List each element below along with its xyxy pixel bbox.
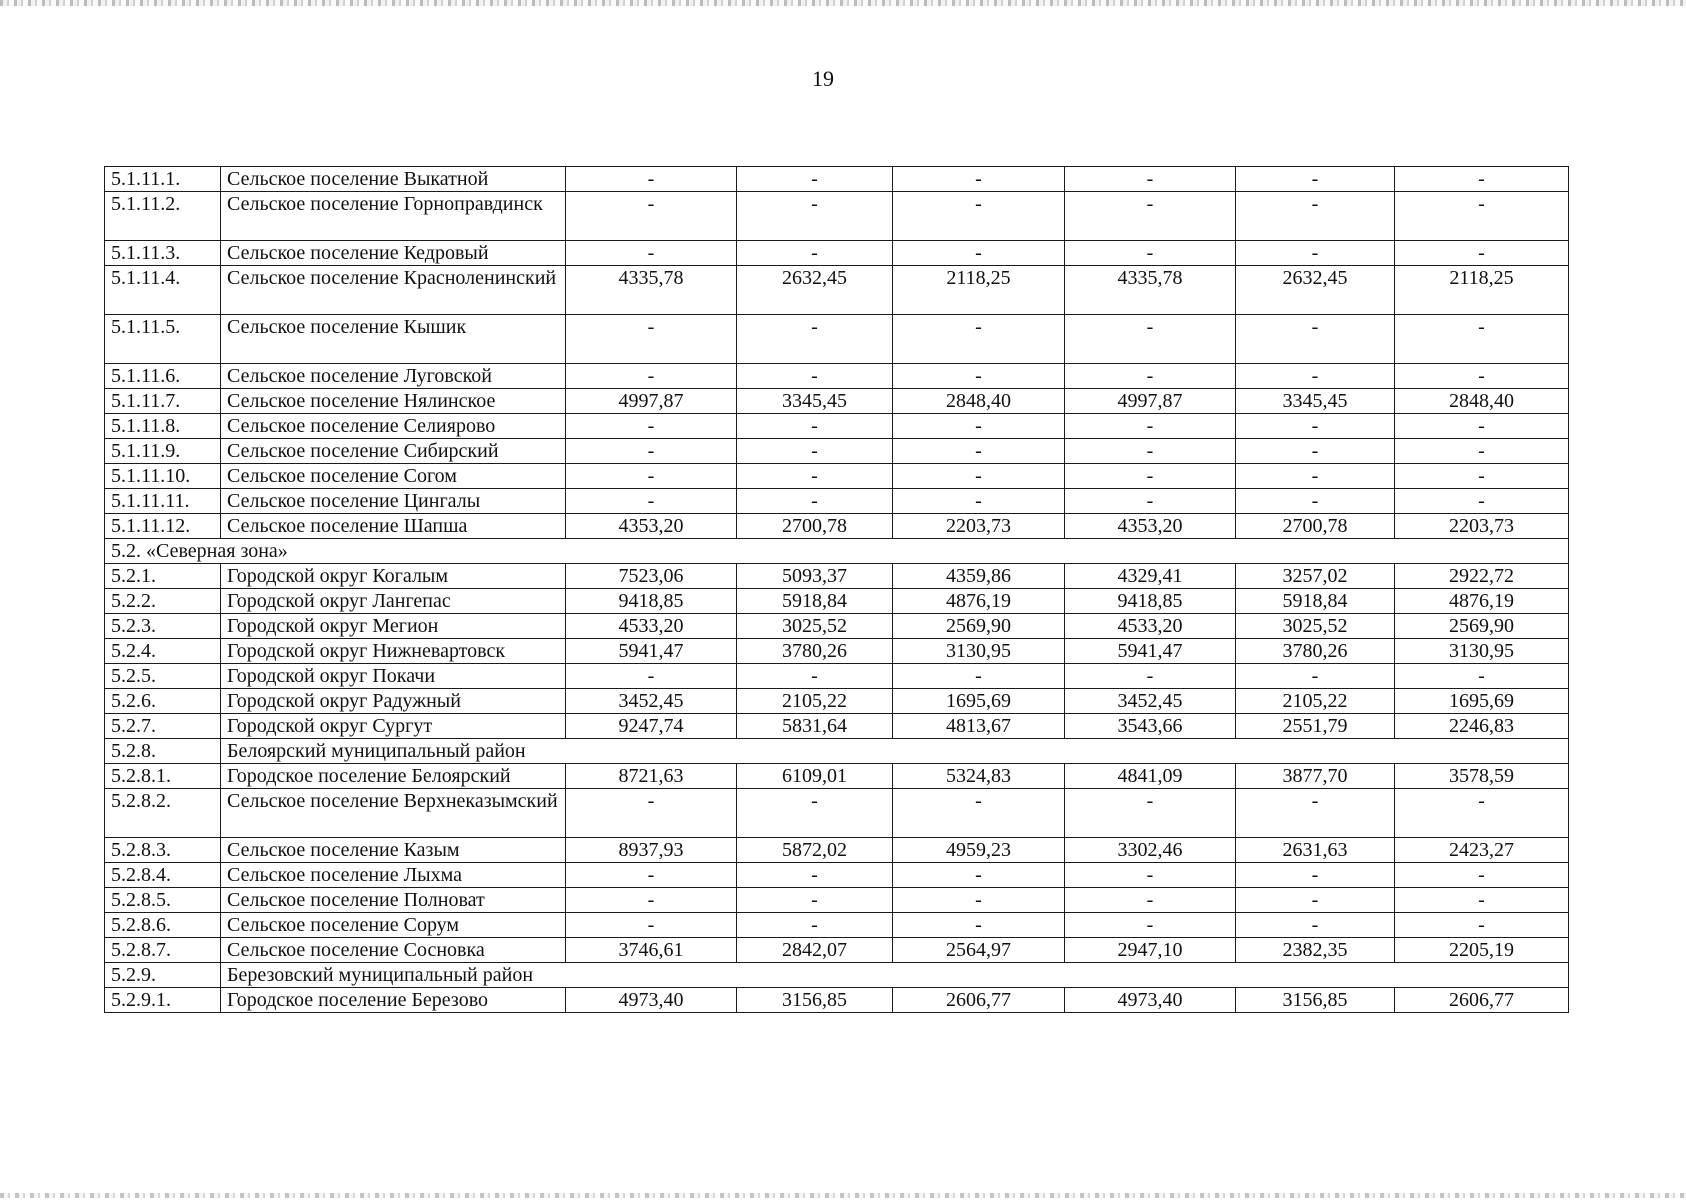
value-cell: - [1065, 439, 1236, 464]
value-cell: 3130,95 [893, 639, 1065, 664]
table-row [105, 439, 1569, 464]
value-cell: - [566, 888, 737, 913]
row-code: 5.1.11.8. [105, 414, 221, 439]
row-code: 5.1.11.6. [105, 364, 221, 389]
value-cell: 4876,19 [1395, 589, 1569, 614]
table-row [105, 863, 1569, 888]
table-row [105, 167, 1569, 192]
value-cell: 4841,09 [1065, 764, 1236, 789]
value-cell: 2118,25 [1395, 266, 1569, 315]
value-cell: 2700,78 [1236, 514, 1395, 539]
value-cell: 3025,52 [737, 614, 893, 639]
table-row [105, 614, 1569, 639]
value-cell: - [1236, 167, 1395, 192]
value-cell: - [566, 414, 737, 439]
value-cell: - [1395, 664, 1569, 689]
value-cell: - [566, 489, 737, 514]
value-cell: 4973,40 [566, 988, 737, 1013]
settlement-name: Сельское поселение Цингалы [221, 489, 566, 514]
value-cell: 2569,90 [893, 614, 1065, 639]
table-row [105, 913, 1569, 938]
row-code: 5.2.8.4. [105, 863, 221, 888]
value-cell: 4353,20 [1065, 514, 1236, 539]
value-cell: - [737, 888, 893, 913]
value-cell: - [1065, 167, 1236, 192]
settlement-name: Городской округ Когалым [221, 564, 566, 589]
value-cell: 2569,90 [1395, 614, 1569, 639]
settlement-name: Сельское поселение Сосновка [221, 938, 566, 963]
row-code: 5.1.11.1. [105, 167, 221, 192]
value-cell: - [1236, 888, 1395, 913]
value-cell: 3345,45 [1236, 389, 1395, 414]
row-code: 5.1.11.12. [105, 514, 221, 539]
value-cell: - [737, 315, 893, 364]
value-cell: 8937,93 [566, 838, 737, 863]
value-cell: - [737, 789, 893, 838]
table-row [105, 938, 1569, 963]
row-code: 5.2.8.1. [105, 764, 221, 789]
value-cell: - [893, 789, 1065, 838]
value-cell: - [1395, 315, 1569, 364]
value-cell: - [566, 789, 737, 838]
value-cell: - [1395, 241, 1569, 266]
row-code: 5.2.9.1. [105, 988, 221, 1013]
value-cell: - [1065, 241, 1236, 266]
value-cell: - [893, 664, 1065, 689]
value-cell: - [737, 241, 893, 266]
row-code: 5.2.8.7. [105, 938, 221, 963]
value-cell: - [1236, 192, 1395, 241]
value-cell: - [1065, 789, 1236, 838]
value-cell: - [893, 489, 1065, 514]
table-row [105, 789, 1569, 838]
value-cell: 5918,84 [737, 589, 893, 614]
table-row [105, 464, 1569, 489]
settlement-name: Сельское поселение Согом [221, 464, 566, 489]
value-cell: - [737, 489, 893, 514]
value-cell: - [1236, 414, 1395, 439]
value-cell: - [566, 192, 737, 241]
value-cell: 2631,63 [1236, 838, 1395, 863]
value-cell: 3780,26 [737, 639, 893, 664]
value-cell: 3130,95 [1395, 639, 1569, 664]
value-cell: - [893, 414, 1065, 439]
table-row [105, 714, 1569, 739]
value-cell: - [737, 863, 893, 888]
settlement-name: Городское поселение Белоярский [221, 764, 566, 789]
value-cell: - [737, 167, 893, 192]
value-cell: - [1395, 888, 1569, 913]
value-cell: - [1395, 364, 1569, 389]
value-cell: 5941,47 [1065, 639, 1236, 664]
value-cell: 3877,70 [1236, 764, 1395, 789]
value-cell: 2848,40 [893, 389, 1065, 414]
settlement-name: Сельское поселение Кышик [221, 315, 566, 364]
row-code: 5.2.2. [105, 589, 221, 614]
row-code: 5.2.5. [105, 664, 221, 689]
value-cell: 2632,45 [1236, 266, 1395, 315]
value-cell: - [737, 913, 893, 938]
value-cell: - [566, 863, 737, 888]
value-cell: 5324,83 [893, 764, 1065, 789]
value-cell: - [1236, 863, 1395, 888]
value-cell: 2842,07 [737, 938, 893, 963]
value-cell: - [893, 888, 1065, 913]
row-code: 5.2.8.5. [105, 888, 221, 913]
value-cell: - [1065, 364, 1236, 389]
value-cell: 2105,22 [737, 689, 893, 714]
value-cell: - [1395, 863, 1569, 888]
value-cell: 5872,02 [737, 838, 893, 863]
value-cell: 5831,64 [737, 714, 893, 739]
table-row [105, 564, 1569, 589]
value-cell: - [893, 913, 1065, 938]
value-cell: 9418,85 [1065, 589, 1236, 614]
row-code: 5.2.8.6. [105, 913, 221, 938]
value-cell: - [1236, 789, 1395, 838]
section-row [105, 539, 1569, 564]
value-cell: 4335,78 [1065, 266, 1236, 315]
value-cell: 5918,84 [1236, 589, 1395, 614]
value-cell: 3345,45 [737, 389, 893, 414]
value-cell: 4335,78 [566, 266, 737, 315]
settlement-name: Сельское поселение Сорум [221, 913, 566, 938]
row-code: 5.2.6. [105, 689, 221, 714]
table-row [105, 589, 1569, 614]
value-cell: - [1236, 241, 1395, 266]
value-cell: - [1395, 192, 1569, 241]
value-cell: 5093,37 [737, 564, 893, 589]
settlement-name: Городской округ Нижневартовск [221, 639, 566, 664]
settlement-name: Сельское поселение Полноват [221, 888, 566, 913]
value-cell: 2632,45 [737, 266, 893, 315]
row-code: 5.1.11.5. [105, 315, 221, 364]
value-cell: 1695,69 [1395, 689, 1569, 714]
value-cell: - [566, 241, 737, 266]
row-code: 5.1.11.2. [105, 192, 221, 241]
value-cell: - [1065, 863, 1236, 888]
value-cell: 4973,40 [1065, 988, 1236, 1013]
settlement-name: Городской округ Сургут [221, 714, 566, 739]
value-cell: 8721,63 [566, 764, 737, 789]
settlement-name: Сельское поселение Сибирский [221, 439, 566, 464]
settlement-name: Сельское поселение Красноленинский [221, 266, 566, 315]
value-cell: 2118,25 [893, 266, 1065, 315]
value-cell: - [737, 664, 893, 689]
value-cell: 2382,35 [1236, 938, 1395, 963]
row-code: 5.2.8. [105, 739, 221, 764]
settlement-name: Сельское поселение Казым [221, 838, 566, 863]
row-code: 5.1.11.11. [105, 489, 221, 514]
settlement-name: Сельское поселение Нялинское [221, 389, 566, 414]
value-cell: - [1395, 489, 1569, 514]
value-cell: 7523,06 [566, 564, 737, 589]
value-cell: - [566, 315, 737, 364]
value-cell: - [893, 439, 1065, 464]
row-code: 5.2.4. [105, 639, 221, 664]
value-cell: 2922,72 [1395, 564, 1569, 589]
table-row [105, 888, 1569, 913]
value-cell: - [893, 863, 1065, 888]
value-cell: - [1065, 192, 1236, 241]
value-cell: 3746,61 [566, 938, 737, 963]
value-cell: - [1395, 167, 1569, 192]
value-cell: - [893, 167, 1065, 192]
value-cell: 9418,85 [566, 589, 737, 614]
value-cell: 2205,19 [1395, 938, 1569, 963]
table-row [105, 639, 1569, 664]
settlement-name: Сельское поселение Лыхма [221, 863, 566, 888]
value-cell: 3780,26 [1236, 639, 1395, 664]
value-cell: 3156,85 [737, 988, 893, 1013]
value-cell: - [737, 464, 893, 489]
value-cell: - [893, 241, 1065, 266]
subheader-row [105, 963, 1569, 988]
value-cell: - [1395, 439, 1569, 464]
tariff-table [104, 166, 1569, 1013]
page-number: 19 [812, 66, 834, 91]
value-cell: - [1065, 489, 1236, 514]
row-code: 5.1.11.10. [105, 464, 221, 489]
value-cell: 2423,27 [1395, 838, 1569, 863]
settlement-name: Сельское поселение Кедровый [221, 241, 566, 266]
value-cell: 4359,86 [893, 564, 1065, 589]
settlement-name: Городское поселение Березово [221, 988, 566, 1013]
value-cell: - [1236, 664, 1395, 689]
table-row [105, 514, 1569, 539]
value-cell: 2606,77 [893, 988, 1065, 1013]
value-cell: 4997,87 [566, 389, 737, 414]
row-code: 5.2.1. [105, 564, 221, 589]
subheader-row [105, 739, 1569, 764]
table-body [105, 167, 1569, 1013]
value-cell: 4997,87 [1065, 389, 1236, 414]
table-row [105, 988, 1569, 1013]
value-cell: - [737, 364, 893, 389]
value-cell: - [566, 364, 737, 389]
value-cell: 3543,66 [1065, 714, 1236, 739]
value-cell: 2203,73 [893, 514, 1065, 539]
value-cell: - [1395, 789, 1569, 838]
value-cell: - [893, 192, 1065, 241]
value-cell: 4813,67 [893, 714, 1065, 739]
district-name: Белоярский муниципальный район [221, 739, 1569, 764]
value-cell: 9247,74 [566, 714, 737, 739]
value-cell: - [1065, 414, 1236, 439]
value-cell: 5941,47 [566, 639, 737, 664]
row-code: 5.1.11.7. [105, 389, 221, 414]
value-cell: 3156,85 [1236, 988, 1395, 1013]
table-row [105, 489, 1569, 514]
value-cell: - [1065, 913, 1236, 938]
value-cell: 4533,20 [1065, 614, 1236, 639]
value-cell: 2606,77 [1395, 988, 1569, 1013]
value-cell: 4533,20 [566, 614, 737, 639]
value-cell: - [566, 464, 737, 489]
value-cell: - [1395, 414, 1569, 439]
value-cell: 4353,20 [566, 514, 737, 539]
value-cell: - [737, 439, 893, 464]
value-cell: 2947,10 [1065, 938, 1236, 963]
section-title: 5.2. «Северная зона» [105, 539, 1569, 564]
settlement-name: Городской округ Радужный [221, 689, 566, 714]
value-cell: 6109,01 [737, 764, 893, 789]
table-row [105, 364, 1569, 389]
value-cell: 4329,41 [1065, 564, 1236, 589]
value-cell: - [893, 364, 1065, 389]
value-cell: - [566, 913, 737, 938]
value-cell: 2848,40 [1395, 389, 1569, 414]
table-row [105, 664, 1569, 689]
value-cell: - [566, 664, 737, 689]
value-cell: 2105,22 [1236, 689, 1395, 714]
table-row [105, 764, 1569, 789]
value-cell: - [1395, 464, 1569, 489]
scan-edge-top [0, 0, 1686, 6]
value-cell: 3578,59 [1395, 764, 1569, 789]
row-code: 5.1.11.9. [105, 439, 221, 464]
value-cell: 3452,45 [1065, 689, 1236, 714]
value-cell: - [1065, 315, 1236, 364]
value-cell: - [1236, 464, 1395, 489]
settlement-name: Сельское поселение Луговской [221, 364, 566, 389]
scan-edge-bottom [0, 1193, 1686, 1198]
table-row [105, 266, 1569, 315]
value-cell: 2564,97 [893, 938, 1065, 963]
table-row [105, 241, 1569, 266]
value-cell: - [1065, 664, 1236, 689]
value-cell: 2246,83 [1395, 714, 1569, 739]
settlement-name: Городской округ Мегион [221, 614, 566, 639]
row-code: 5.2.8.2. [105, 789, 221, 838]
row-code: 5.2.7. [105, 714, 221, 739]
value-cell: - [893, 464, 1065, 489]
value-cell: 2203,73 [1395, 514, 1569, 539]
value-cell: - [1236, 315, 1395, 364]
table-row [105, 315, 1569, 364]
value-cell: - [1395, 913, 1569, 938]
value-cell: 3302,46 [1065, 838, 1236, 863]
settlement-name: Сельское поселение Верхнеказымский [221, 789, 566, 838]
value-cell: - [1236, 489, 1395, 514]
settlement-name: Сельское поселение Селиярово [221, 414, 566, 439]
settlement-name: Городской округ Лангепас [221, 589, 566, 614]
row-code: 5.1.11.4. [105, 266, 221, 315]
district-name: Березовский муниципальный район [221, 963, 1569, 988]
value-cell: 3025,52 [1236, 614, 1395, 639]
table-row [105, 838, 1569, 863]
row-code: 5.2.8.3. [105, 838, 221, 863]
table-row [105, 389, 1569, 414]
value-cell: 1695,69 [893, 689, 1065, 714]
settlement-name: Сельское поселение Горноправдинск [221, 192, 566, 241]
table-row [105, 414, 1569, 439]
value-cell: 3257,02 [1236, 564, 1395, 589]
settlement-name: Городской округ Покачи [221, 664, 566, 689]
settlement-name: Сельское поселение Выкатной [221, 167, 566, 192]
value-cell: 2700,78 [737, 514, 893, 539]
value-cell: - [566, 167, 737, 192]
value-cell: - [1065, 888, 1236, 913]
value-cell: 4876,19 [893, 589, 1065, 614]
value-cell: - [737, 192, 893, 241]
table-row [105, 192, 1569, 241]
value-cell: - [1236, 439, 1395, 464]
row-code: 5.1.11.3. [105, 241, 221, 266]
value-cell: - [1236, 913, 1395, 938]
value-cell: - [1065, 464, 1236, 489]
value-cell: - [737, 414, 893, 439]
settlement-name: Сельское поселение Шапша [221, 514, 566, 539]
value-cell: 3452,45 [566, 689, 737, 714]
table-row [105, 689, 1569, 714]
row-code: 5.2.9. [105, 963, 221, 988]
value-cell: - [566, 439, 737, 464]
row-code: 5.2.3. [105, 614, 221, 639]
value-cell: - [1236, 364, 1395, 389]
value-cell: 2551,79 [1236, 714, 1395, 739]
value-cell: 4959,23 [893, 838, 1065, 863]
value-cell: - [893, 315, 1065, 364]
